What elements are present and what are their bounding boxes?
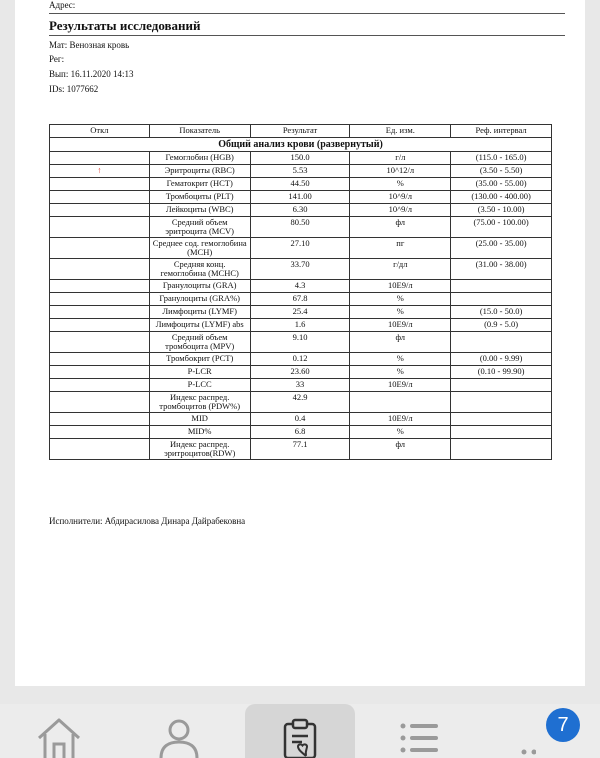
- section-row: [50, 138, 552, 152]
- cell-flag: [50, 178, 150, 191]
- cell-result: 44.50: [250, 178, 350, 191]
- nav-more[interactable]: [486, 704, 546, 758]
- cell-name: Индекс распред. эритроцитов(RDW): [149, 439, 250, 460]
- col-header-name: Показатель: [149, 125, 250, 138]
- cell-ref: (15.0 - 50.0): [451, 306, 552, 319]
- notification-badge: 7: [546, 708, 580, 742]
- cell-flag: [50, 332, 150, 353]
- more-icon: [496, 718, 536, 758]
- user-icon: [155, 718, 203, 758]
- col-header-unit: Ед. изм.: [350, 125, 451, 138]
- cell-flag: [50, 366, 150, 379]
- cell-flag: [50, 191, 150, 204]
- cell-name: Индекс распред. тромбоцитов (PDW%): [149, 392, 250, 413]
- cell-result: 9.10: [250, 332, 350, 353]
- table-row: [50, 191, 552, 204]
- cell-name: Средний объем тромбоцита (MPV): [149, 332, 250, 353]
- cell-result: 0.12: [250, 353, 350, 366]
- nav-profile[interactable]: [124, 704, 234, 758]
- cell-result: 42.9: [250, 392, 350, 413]
- material-text: Мат: Венозная кровь: [49, 40, 130, 50]
- cell-name: Средний объем эритроцита (MCV): [149, 217, 250, 238]
- cell-ref: [451, 413, 552, 426]
- cell-flag: [50, 426, 150, 439]
- cell-flag: [50, 293, 150, 306]
- issued-text: Вып: 16.11.2020 14:13: [49, 69, 134, 79]
- cell-unit: %: [350, 293, 451, 306]
- table-row: [50, 293, 552, 306]
- cell-unit: 10E9/л: [350, 280, 451, 293]
- col-header-flag: Откл: [50, 125, 150, 138]
- cell-flag: [50, 280, 150, 293]
- cell-unit: %: [350, 426, 451, 439]
- nav-home[interactable]: [4, 704, 114, 758]
- cell-unit: 10^9/л: [350, 191, 451, 204]
- table-row: [50, 426, 552, 439]
- table-row: [50, 306, 552, 319]
- nav-results[interactable]: [245, 704, 355, 758]
- cell-flag: [50, 152, 150, 165]
- cell-name: Лимфоциты (LYMF): [149, 306, 250, 319]
- cell-result: 4.3: [250, 280, 350, 293]
- cell-result: 6.30: [250, 204, 350, 217]
- cell-ref: (25.00 - 35.00): [451, 238, 552, 259]
- col-header-result: Результат: [250, 125, 350, 138]
- cell-ref: (3.50 - 5.50): [451, 165, 552, 178]
- cell-result: 141.00: [250, 191, 350, 204]
- cell-ref: (0.00 - 9.99): [451, 353, 552, 366]
- col-header-ref: Реф. интервал: [451, 125, 552, 138]
- cell-flag: ↑: [50, 165, 150, 178]
- cell-unit: фл: [350, 217, 451, 238]
- cell-flag: [50, 238, 150, 259]
- table-row: [50, 366, 552, 379]
- table-row: [50, 238, 552, 259]
- table-row: [50, 353, 552, 366]
- table-row: [50, 259, 552, 280]
- table-row: [50, 217, 552, 238]
- cell-result: 33: [250, 379, 350, 392]
- cell-name: Средняя конц. гемоглобина (MCHC): [149, 259, 250, 280]
- cell-name: MID%: [149, 426, 250, 439]
- cell-ref: [451, 332, 552, 353]
- cell-name: Тромбоциты (PLT): [149, 191, 250, 204]
- cell-result: 77.1: [250, 439, 350, 460]
- cell-name: Лимфоциты (LYMF) abs: [149, 319, 250, 332]
- cell-name: Гематокрит (HCT): [149, 178, 250, 191]
- cell-flag: [50, 259, 150, 280]
- cell-flag: [50, 217, 150, 238]
- cell-name: P-LCC: [149, 379, 250, 392]
- cell-ref: [451, 392, 552, 413]
- cell-result: 25.4: [250, 306, 350, 319]
- cell-result: 27.10: [250, 238, 350, 259]
- cell-unit: 10^9/л: [350, 204, 451, 217]
- cell-ref: [451, 439, 552, 460]
- home-icon: [35, 718, 83, 758]
- cell-unit: [350, 392, 451, 413]
- section-title: Общий анализ крови (развернутый): [50, 138, 552, 152]
- cell-result: 5.53: [250, 165, 350, 178]
- ids-text: IDs: 1077662: [49, 84, 99, 94]
- table-row: [50, 178, 552, 191]
- cell-unit: 10E9/л: [350, 413, 451, 426]
- table-row: [50, 413, 552, 426]
- cell-name: Гранулоциты (GRA%): [149, 293, 250, 306]
- cell-unit: %: [350, 366, 451, 379]
- page-title: Результаты исследований: [49, 18, 201, 33]
- cell-result: 6.8: [250, 426, 350, 439]
- cell-flag: [50, 306, 150, 319]
- table-row: [50, 392, 552, 413]
- cell-unit: фл: [350, 332, 451, 353]
- cell-result: 150.0: [250, 152, 350, 165]
- cell-ref: (0.9 - 5.0): [451, 319, 552, 332]
- cell-flag: [50, 379, 150, 392]
- cell-result: 1.6: [250, 319, 350, 332]
- cell-flag: [50, 392, 150, 413]
- title-divider: [49, 35, 565, 36]
- cell-unit: %: [350, 178, 451, 191]
- cell-result: 67.8: [250, 293, 350, 306]
- clipboard-heart-icon: [280, 718, 320, 758]
- cell-flag: [50, 413, 150, 426]
- cell-name: Тромбокрит (PCT): [149, 353, 250, 366]
- cell-ref: (35.00 - 55.00): [451, 178, 552, 191]
- performer-text: Исполнители: Абдирасилова Динара Дайрабековна: [49, 516, 246, 526]
- cell-flag: [50, 439, 150, 460]
- nav-list[interactable]: [365, 704, 475, 758]
- cell-ref: (3.50 - 10.00): [451, 204, 552, 217]
- cell-ref: [451, 280, 552, 293]
- document-page: [15, 0, 585, 686]
- table-row: [50, 152, 552, 165]
- cell-result: 23.60: [250, 366, 350, 379]
- cell-result: 33.70: [250, 259, 350, 280]
- cell-unit: %: [350, 306, 451, 319]
- table-row: [50, 439, 552, 460]
- cell-unit: %: [350, 353, 451, 366]
- cell-flag: [50, 204, 150, 217]
- cell-ref: (130.00 - 400.00): [451, 191, 552, 204]
- results-table: [49, 124, 552, 460]
- cell-ref: (75.00 - 100.00): [451, 217, 552, 238]
- table-row: [50, 319, 552, 332]
- cell-ref: (31.00 - 38.00): [451, 259, 552, 280]
- cell-unit: 10E9/л: [350, 319, 451, 332]
- cell-ref: (0.10 - 99.90): [451, 366, 552, 379]
- cell-unit: пг: [350, 238, 451, 259]
- cell-unit: фл: [350, 439, 451, 460]
- cell-flag: [50, 319, 150, 332]
- cell-unit: г/л: [350, 152, 451, 165]
- address-divider: [49, 13, 565, 14]
- bottom-nav: [0, 704, 600, 758]
- list-icon: [398, 718, 442, 758]
- cell-name: Среднее сод. гемоглобина (MCH): [149, 238, 250, 259]
- cell-unit: 10^12/л: [350, 165, 451, 178]
- cell-unit: г/дл: [350, 259, 451, 280]
- cell-ref: [451, 293, 552, 306]
- table-row: [50, 280, 552, 293]
- address-label: Адрес:: [49, 0, 76, 10]
- table-row: [50, 165, 552, 178]
- cell-ref: [451, 426, 552, 439]
- cell-result: 80.50: [250, 217, 350, 238]
- cell-name: P-LCR: [149, 366, 250, 379]
- cell-ref: [451, 379, 552, 392]
- cell-name: Эритроциты (RBC): [149, 165, 250, 178]
- table-row: [50, 204, 552, 217]
- cell-ref: (115.0 - 165.0): [451, 152, 552, 165]
- table-header-row: [50, 125, 552, 138]
- cell-name: MID: [149, 413, 250, 426]
- cell-name: Лейкоциты (WBC): [149, 204, 250, 217]
- cell-name: Гранулоциты (GRA): [149, 280, 250, 293]
- table-row: [50, 332, 552, 353]
- cell-unit: 10E9/л: [350, 379, 451, 392]
- cell-flag: [50, 353, 150, 366]
- reg-text: Рег:: [49, 54, 65, 64]
- cell-name: Гемоглобин (HGB): [149, 152, 250, 165]
- table-row: [50, 379, 552, 392]
- cell-result: 0.4: [250, 413, 350, 426]
